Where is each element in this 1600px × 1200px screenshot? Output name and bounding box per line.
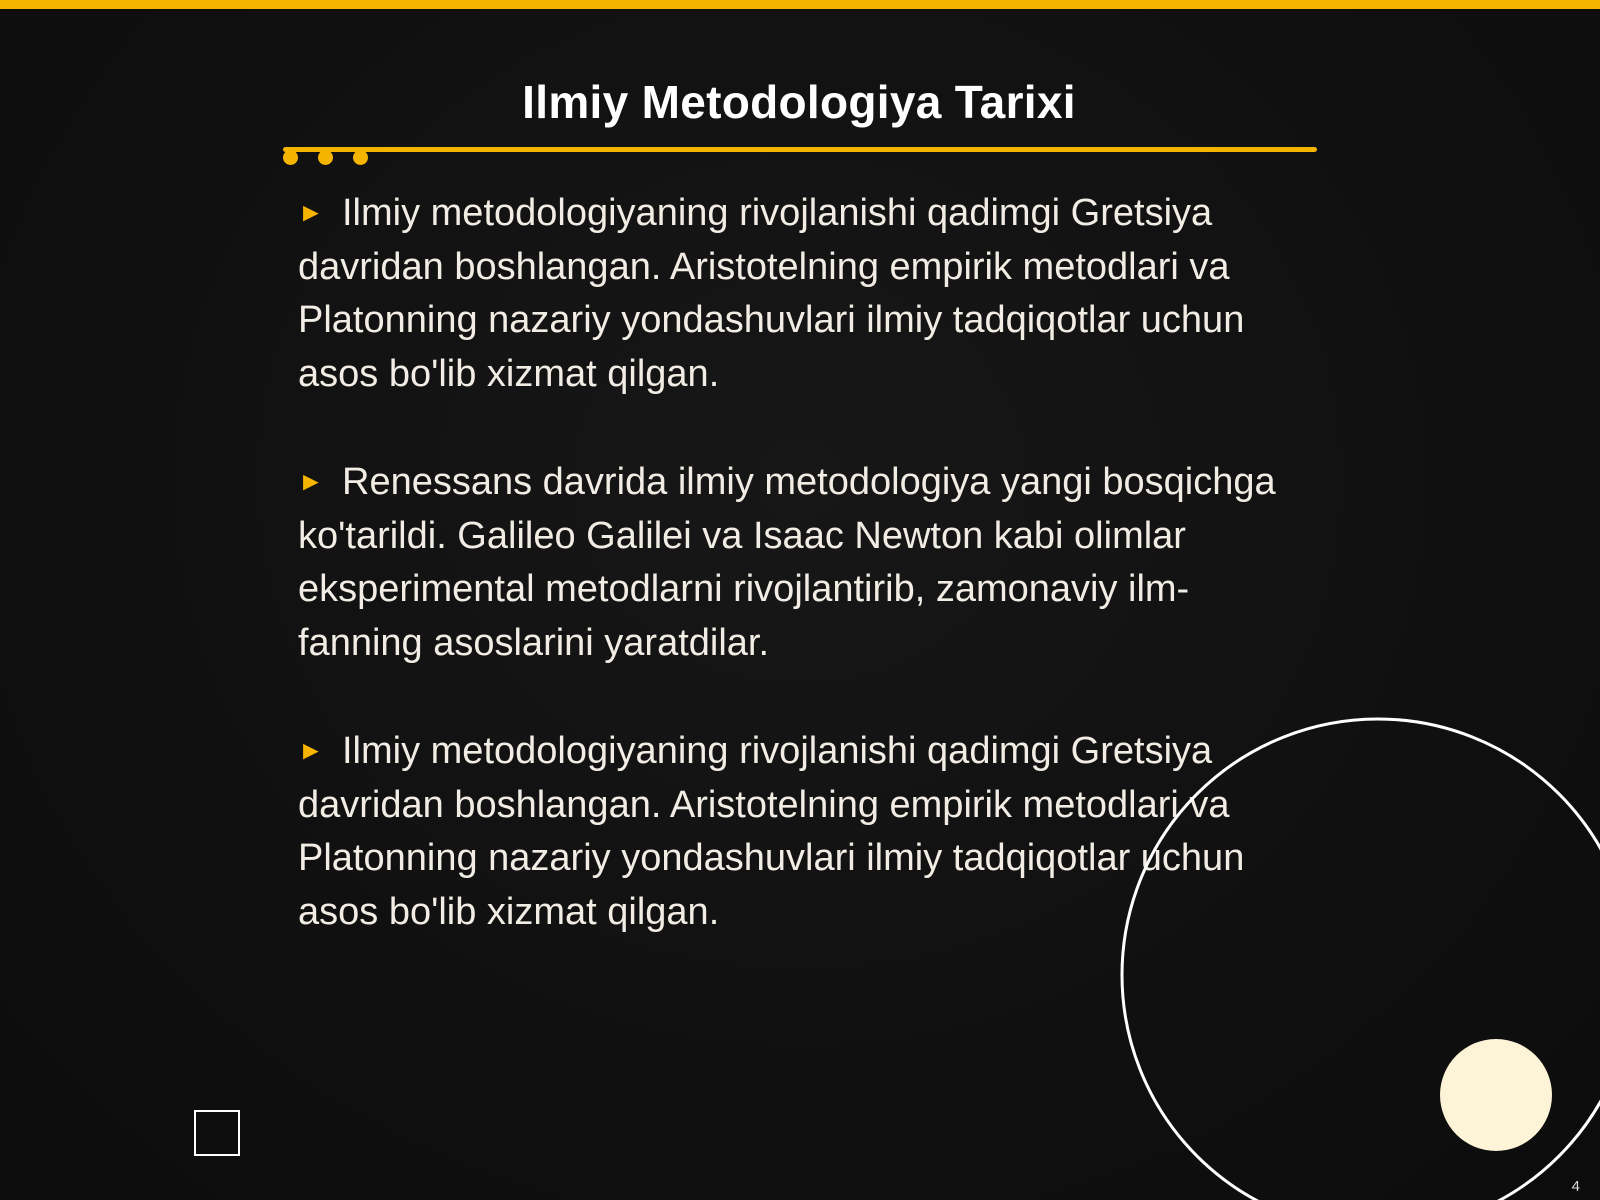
- bullet-item: [298, 186, 1298, 401]
- decor-dot-3: [353, 150, 368, 165]
- bullet-text: Ilmiy metodologiyaning rivojlanishi qadimgi Gretsiya davridan boshlangan. Aristotelning empirik metodlari va Platonning nazariy yondashuvlari ilmiy tadqiqotlar uchun asos bo'lib xizmat qilgan.: [298, 192, 1245, 395]
- bullet-text: Renessans davrida ilmiy metodologiya yangi bosqichga ko'tarildi. Galileo Galilei va Isaac Newton kabi olimlar eksperimental metodlarni rivojlantirib, zamonaviy ilm-fanning asoslarini yaratdilar.: [298, 461, 1276, 664]
- bullet-arrow-icon: ►: [298, 466, 324, 496]
- top-accent-bar: [0, 0, 1600, 9]
- bullet-arrow-icon: ►: [298, 197, 324, 227]
- slide-title: Ilmiy Metodologiya Tarixi: [522, 76, 1076, 128]
- bullet-text: Ilmiy metodologiyaning rivojlanishi qadimgi Gretsiya davridan boshlangan. Aristotelning empirik metodlari va Platonning nazariy yondashuvlari ilmiy tadqiqotlar uchun asos bo'lib xizmat qilgan.: [298, 730, 1245, 933]
- bullet-list: [298, 186, 1298, 993]
- bullet-arrow-icon: ►: [298, 735, 324, 765]
- decor-dot-1: [283, 150, 298, 165]
- square-outline-icon: [194, 1110, 240, 1156]
- decor-dot-2: [318, 150, 333, 165]
- cream-filled-circle: [1440, 1039, 1552, 1151]
- page-number: 4: [1571, 1178, 1580, 1195]
- bullet-item: [298, 455, 1298, 670]
- bullet-item: [298, 724, 1298, 939]
- title-underline: [283, 147, 1317, 152]
